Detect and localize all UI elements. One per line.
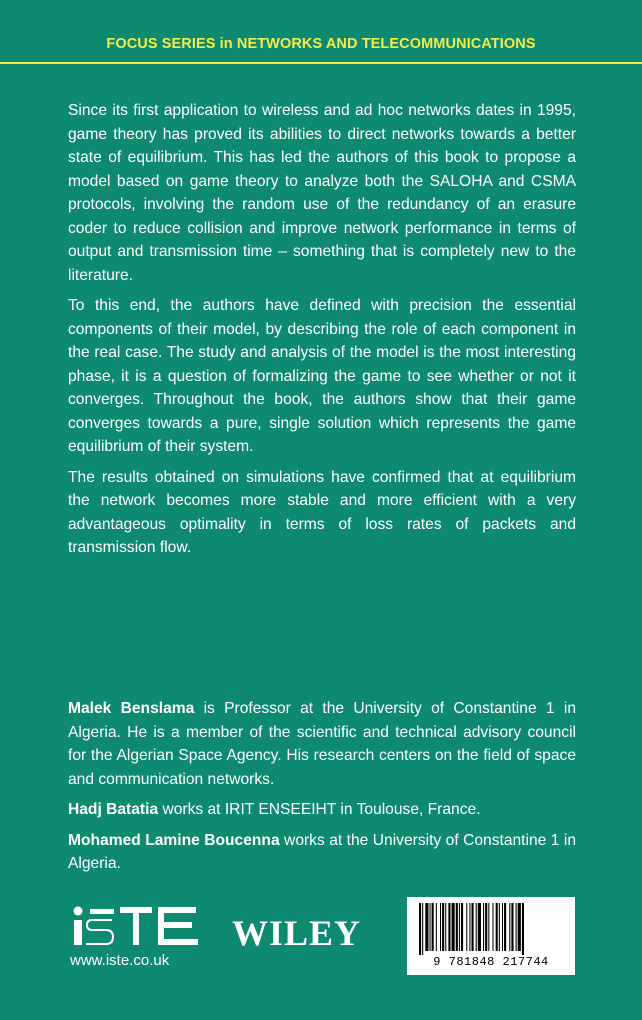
author-bio-3 xyxy=(68,829,576,876)
blurb-paragraph-2: To this end, the authors have defined with precision the essential components of their model, by describing the role of each component in the real case. The study and analysis of the model is the most interesting phase, it is a question of formalizing the game to see whether or not it converges. Throughout the book, the authors show that their game converges towards a pure, single solution which represents the game equilibrium of their system. xyxy=(68,297,576,455)
barcode-bar xyxy=(445,903,446,951)
isbn-number: 9 781848 217744 xyxy=(433,955,549,969)
barcode-bar xyxy=(493,903,494,951)
author-name: Mohamed Lamine Boucenna xyxy=(68,831,280,849)
author-name: Hadj Batatia xyxy=(68,801,159,818)
barcode-bars xyxy=(417,903,565,955)
barcode-bar xyxy=(425,903,428,951)
barcode-bar xyxy=(522,903,524,955)
barcode-bar xyxy=(456,903,458,951)
barcode-bar xyxy=(452,903,455,951)
barcode-bar xyxy=(442,903,444,951)
series-divider xyxy=(0,62,642,64)
barcode-bar xyxy=(496,903,498,951)
barcode-bar xyxy=(478,903,481,951)
author-bios xyxy=(68,697,576,883)
barcode-bar xyxy=(502,903,503,951)
author-bio-2 xyxy=(68,798,576,822)
blurb-paragraph-3: The results obtained on simulations have confirmed that at equilibrium the network becomes more stable and more efficient with a very advantageous optimality in terms of loss rates of packets and transmission flow. xyxy=(68,468,576,556)
author-description: works at the University of Constantine 1 in Algeria. xyxy=(68,831,576,872)
barcode-bar xyxy=(499,903,500,951)
barcode-bar xyxy=(511,903,513,951)
barcode-bar xyxy=(518,903,521,951)
isbn-barcode xyxy=(407,897,575,975)
blurb-paragraph-1: Since its first application to wireless and ad hoc networks dates in 1995, game theory has proved its abilities to direct networks towards a better state of equilibrium. This has led the authors of this book to propose a model based on game theory to analyze both the SALOHA and CSMA protocols, involving the random use of the redundancy of an erasure coder to reduce collision and improve network performance in terms of output and transmission time – something that is completely new to the literature. xyxy=(68,102,576,284)
barcode-bar xyxy=(472,903,474,951)
author-description: works at IRIT ENSEEIHT in Toulouse, France. xyxy=(158,801,481,818)
author-bio-1 xyxy=(68,697,576,791)
series-title: FOCUS SERIES in NETWORKS AND TELECOMMUNICATIONS xyxy=(106,36,536,52)
barcode-bar xyxy=(516,903,517,951)
barcode-bar xyxy=(509,903,510,951)
barcode-bar xyxy=(466,903,467,951)
barcode-bar xyxy=(476,903,477,951)
barcode-bar xyxy=(430,903,431,951)
iste-website: www.iste.co.uk xyxy=(70,952,170,969)
barcode-bar xyxy=(461,903,463,951)
barcode-bar xyxy=(448,903,450,951)
iste-logo xyxy=(72,905,212,945)
back-cover-blurb xyxy=(68,99,576,567)
author-name: Malek Benslama xyxy=(68,700,195,717)
wiley-logo: WILEY xyxy=(232,913,362,953)
author-description: is Professor at the University of Constantine 1 in Algeria. He is a member of the scientific and technical advisory council for the Algerian Space Agency. His research centers on the field of space and communication networks. xyxy=(68,700,576,788)
barcode-bar xyxy=(459,903,460,951)
barcode-bar xyxy=(440,903,441,951)
barcode-bar xyxy=(504,903,506,951)
barcode-bar xyxy=(469,903,470,951)
barcode-bar xyxy=(483,903,484,951)
barcode-bar xyxy=(432,903,434,951)
barcode-bar xyxy=(436,903,437,951)
barcode-bar xyxy=(485,903,487,951)
barcode-bar xyxy=(422,903,423,955)
barcode-bar xyxy=(419,903,421,955)
barcode-bar xyxy=(488,903,489,951)
